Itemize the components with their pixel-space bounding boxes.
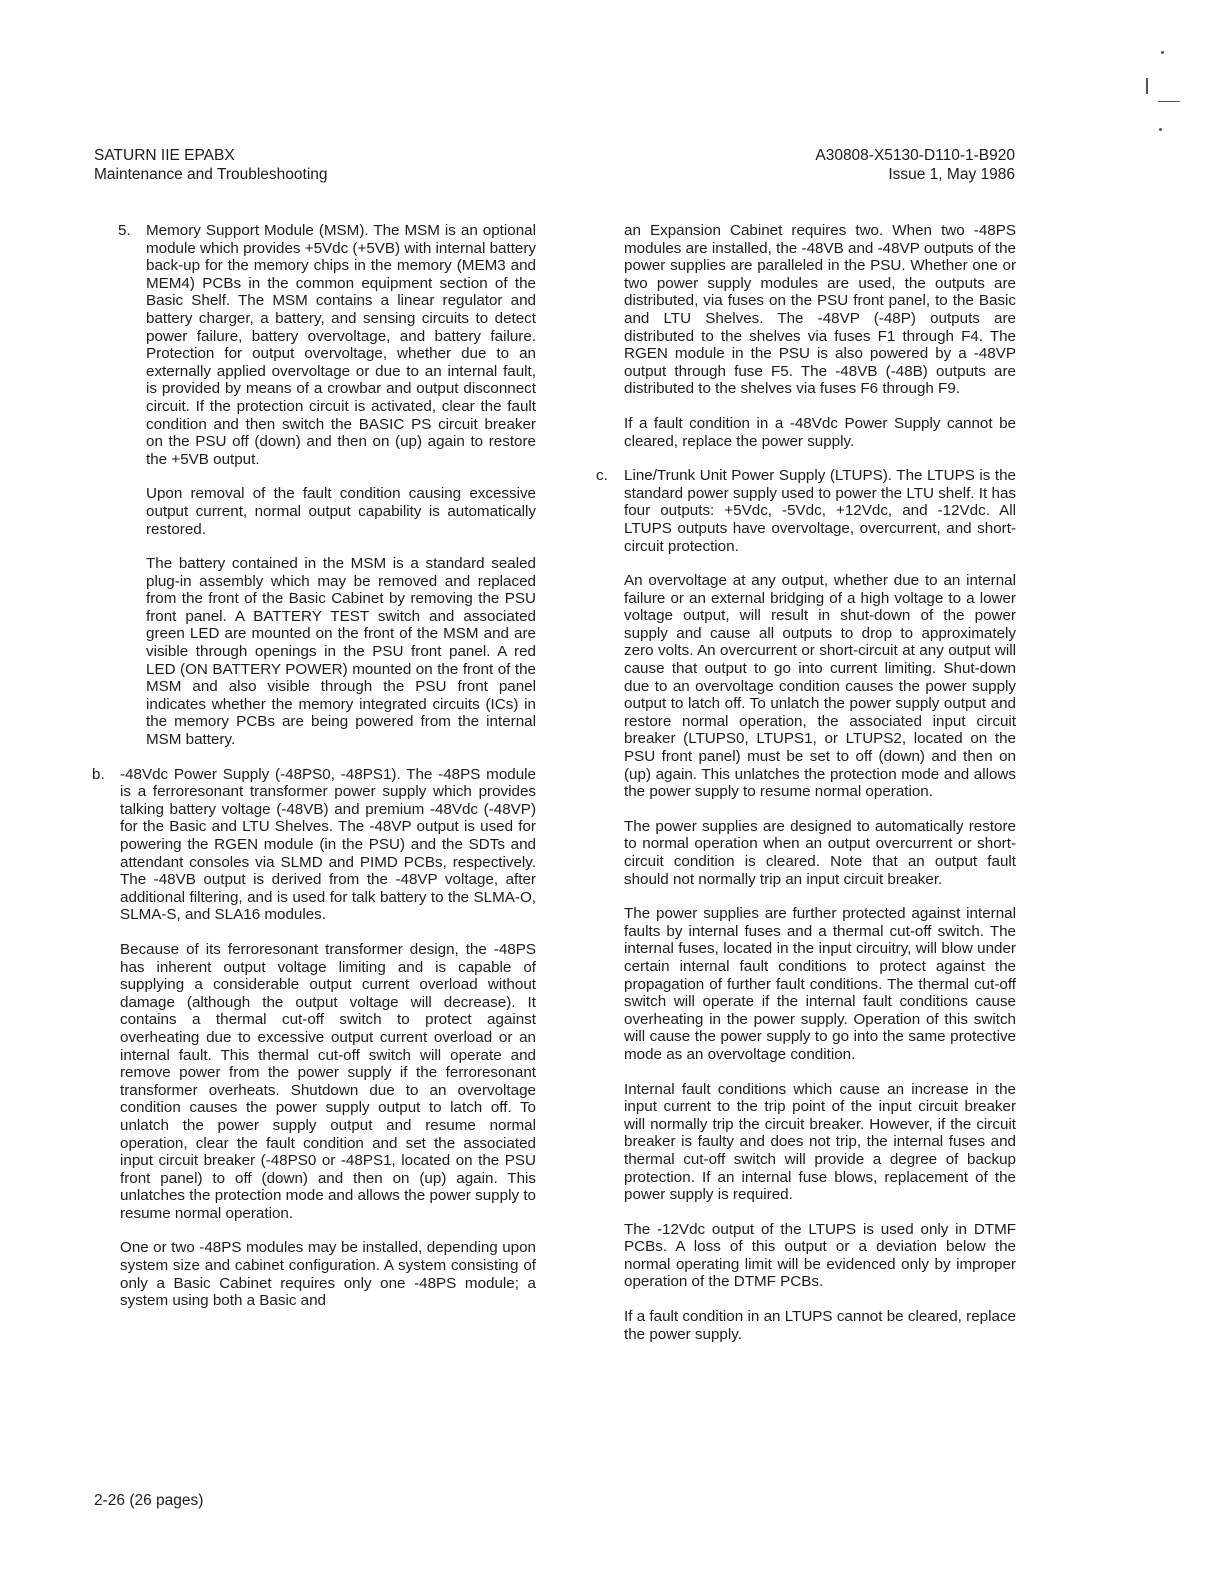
scan-mark bbox=[1161, 51, 1164, 54]
ps48-continued bbox=[596, 222, 1016, 450]
ltups-paragraph-5: Internal fault conditions which cause an increase in the input current to the trip point of the input circuit breaker will normally trip the circuit breaker. However, if the circuit breaker is faulty and does not trip, the internal fuses and thermal cut-off switch will provide a degree of backup protection. If an internal fuse blows, replacement of the power supply is required. bbox=[624, 1080, 1016, 1204]
section-msm bbox=[118, 222, 536, 749]
doc-title: SATURN IIE EPABX bbox=[94, 147, 235, 164]
ps48-paragraph-continued: an Expansion Cabinet requires two. When two -48PS modules are installed, the -48VB and -48VP outputs of the power supplies are paralleled in the PSU. Whether one or two power supply modules are used, the outputs are distributed, via fuses on the PSU front panel, to the Basic and LTU Shelves. The -48VP (-48P) outputs are distributed to the shelves via fuses F1 through F4. The RGEN module in the PSU is also powered by a -48VP output through fuse F5. The -48VB (-48B) outputs are distributed to the shelves via fuses F6 through F9. bbox=[624, 222, 1016, 398]
section-marker: 5. bbox=[118, 222, 131, 239]
header-left bbox=[94, 146, 328, 184]
header-right bbox=[815, 146, 1015, 184]
ltups-paragraph-6: The -12Vdc output of the LTUPS is used only in DTMF PCBs. A loss of this output or a deviation below the normal operating limit will be evidenced only by improper operation of the DTMF PCBs. bbox=[624, 1220, 1016, 1291]
ltups-paragraph-7: If a fault condition in an LTUPS cannot be cleared, replace the power supply. bbox=[624, 1308, 1016, 1343]
doc-subtitle: Maintenance and Troubleshooting bbox=[94, 166, 328, 183]
ps48-paragraph-3: One or two -48PS modules may be installed, depending upon system size and cabinet configuration. A system consisting of only a Basic Cabinet requires only one -48PS module; a system using both a Basic and bbox=[120, 1239, 536, 1310]
left-column bbox=[92, 222, 537, 1327]
section-48ps bbox=[92, 766, 536, 1310]
ps48-paragraph-2: Because of its ferroresonant transformer design, the -48PS has inherent output voltage limiting and is capable of supplying a considerable output current overload without damage (although the output voltage will decrease). It contains a thermal cut-off switch to protect against overheating due to excessive output current overload or an internal fault. This thermal cut-off switch will operate and remove power from the power supply if the ferroresonant transformer overheats. Shutdown due to an overvoltage condition causes the power supply output to latch off. To unlatch the power supply output and resume normal operation, clear the fault condition and set the associated input circuit breaker (-48PS0 or -48PS1, located on the PSU front panel) to off (down) and then on (up) again. This unlatches the protection mode and allows the power supply to resume normal operation. bbox=[120, 940, 536, 1222]
msm-paragraph-1: Memory Support Module (MSM). The MSM is an optional module which provides +5Vdc (+5VB) with internal battery back-up for the memory chips in the memory (MEM3 and MEM4) PCBs in the common equipment section of the Basic Shelf. The MSM contains a linear regulator and battery charger, a battery, and sensing circuits to detect power failure, battery overvoltage, and battery failure. Protection for output overvoltage, whether due to an externally applied overvoltage or due to an internal fault, is provided by means of a crowbar and output disconnect circuit. If the protection circuit is activated, clear the fault condition and then switch the BASIC PS circuit breaker on the PSU off (down) and then on (up) again to restore the +5VB output. bbox=[146, 222, 537, 468]
section-marker: c. bbox=[596, 467, 608, 485]
ltups-paragraph-3: The power supplies are designed to automatically restore to normal operation when an output overcurrent or short-circuit condition is cleared. Note that an output fault should not normally trip an input circuit breaker. bbox=[624, 817, 1016, 888]
section-marker: b. bbox=[92, 765, 105, 783]
doc-number: A30808-X5130-D110-1-B920 bbox=[815, 147, 1015, 164]
ps48-paragraph-1: -48Vdc Power Supply (-48PS0, -48PS1). The -48PS module is a ferroresonant transformer power supply which provides talking battery voltage (-48VB) and premium -48Vdc (-48VP) for the Basic and LTU Shelves. The -48VP output is used for powering the RGEN module (in the PSU) and the SDTs and attendant consoles via SLMD and PIMD PCBs, respectively. The -48VB output is derived from the -48VP voltage, after additional filtering, and is used for talk battery to the SLMA-O, SLMA-S, and SLA16 modules. bbox=[120, 765, 536, 924]
ltups-paragraph-2: An overvoltage at any output, whether due to an internal failure or an external bridging of a high voltage to a lower voltage output, will result in shut-down of the power supply and cause all outputs to drop to approximately zero volts. An overcurrent or short-circuit at any output will cause that output to go into current limiting. Shut-down due to an overvoltage condition causes the power supply output to latch off. To unlatch the power supply output and restore normal operation, the associated input circuit breaker (LTUPS0, LTUPS1, or LTUPS2, located on the PSU front panel) must be set to off (down) and then on (up) again. This unlatches the protection mode and allows the power supply to resume normal operation. bbox=[624, 572, 1016, 801]
ltups-paragraph-1: Line/Trunk Unit Power Supply (LTUPS). The LTUPS is the standard power supply used to power the LTU shelf. It has four outputs: +5Vdc, -5Vdc, +12Vdc, and -12Vdc. All LTUPS outputs have overvoltage, overcurrent, and short-circuit protection. bbox=[624, 467, 1016, 555]
doc-issue: Issue 1, May 1986 bbox=[888, 166, 1015, 183]
msm-paragraph-3: The battery contained in the MSM is a standard sealed plug-in assembly which may be removed and replaced from the front of the Basic Cabinet by removing the PSU front panel. A BATTERY TEST switch and associated green LED are mounted on the front of the MSM and are visible through openings in the PSU front panel. A red LED (ON BATTERY POWER) mounted on the front of the MSM and also visible through the PSU front panel indicates whether the memory integrated circuits (ICs) in the memory PCBs are being powered from the internal MSM battery. bbox=[146, 555, 536, 749]
section-ltups bbox=[596, 467, 1016, 1343]
scan-mark bbox=[1146, 78, 1148, 94]
scan-mark bbox=[1159, 128, 1162, 131]
right-column bbox=[596, 222, 1016, 1360]
ltups-paragraph-4: The power supplies are further protected against internal faults by internal fuses and a thermal cut-off switch. The internal fuses, located in the input circuitry, will blow under certain internal fault conditions to protect against the propagation of further fault conditions. The thermal cut-off switch will operate if the internal fault conditions cause overheating in the power supply. Operation of this switch will cause the power supply to go into the same protective mode as an overvoltage condition. bbox=[624, 905, 1016, 1063]
msm-paragraph-2: Upon removal of the fault condition causing excessive output current, normal output capability is automatically restored. bbox=[146, 485, 536, 538]
scan-mark bbox=[1158, 101, 1180, 102]
ps48-replace-paragraph: If a fault condition in a -48Vdc Power Supply cannot be cleared, replace the power supply. bbox=[624, 414, 1016, 450]
page-number: 2-26 (26 pages) bbox=[94, 1492, 204, 1509]
